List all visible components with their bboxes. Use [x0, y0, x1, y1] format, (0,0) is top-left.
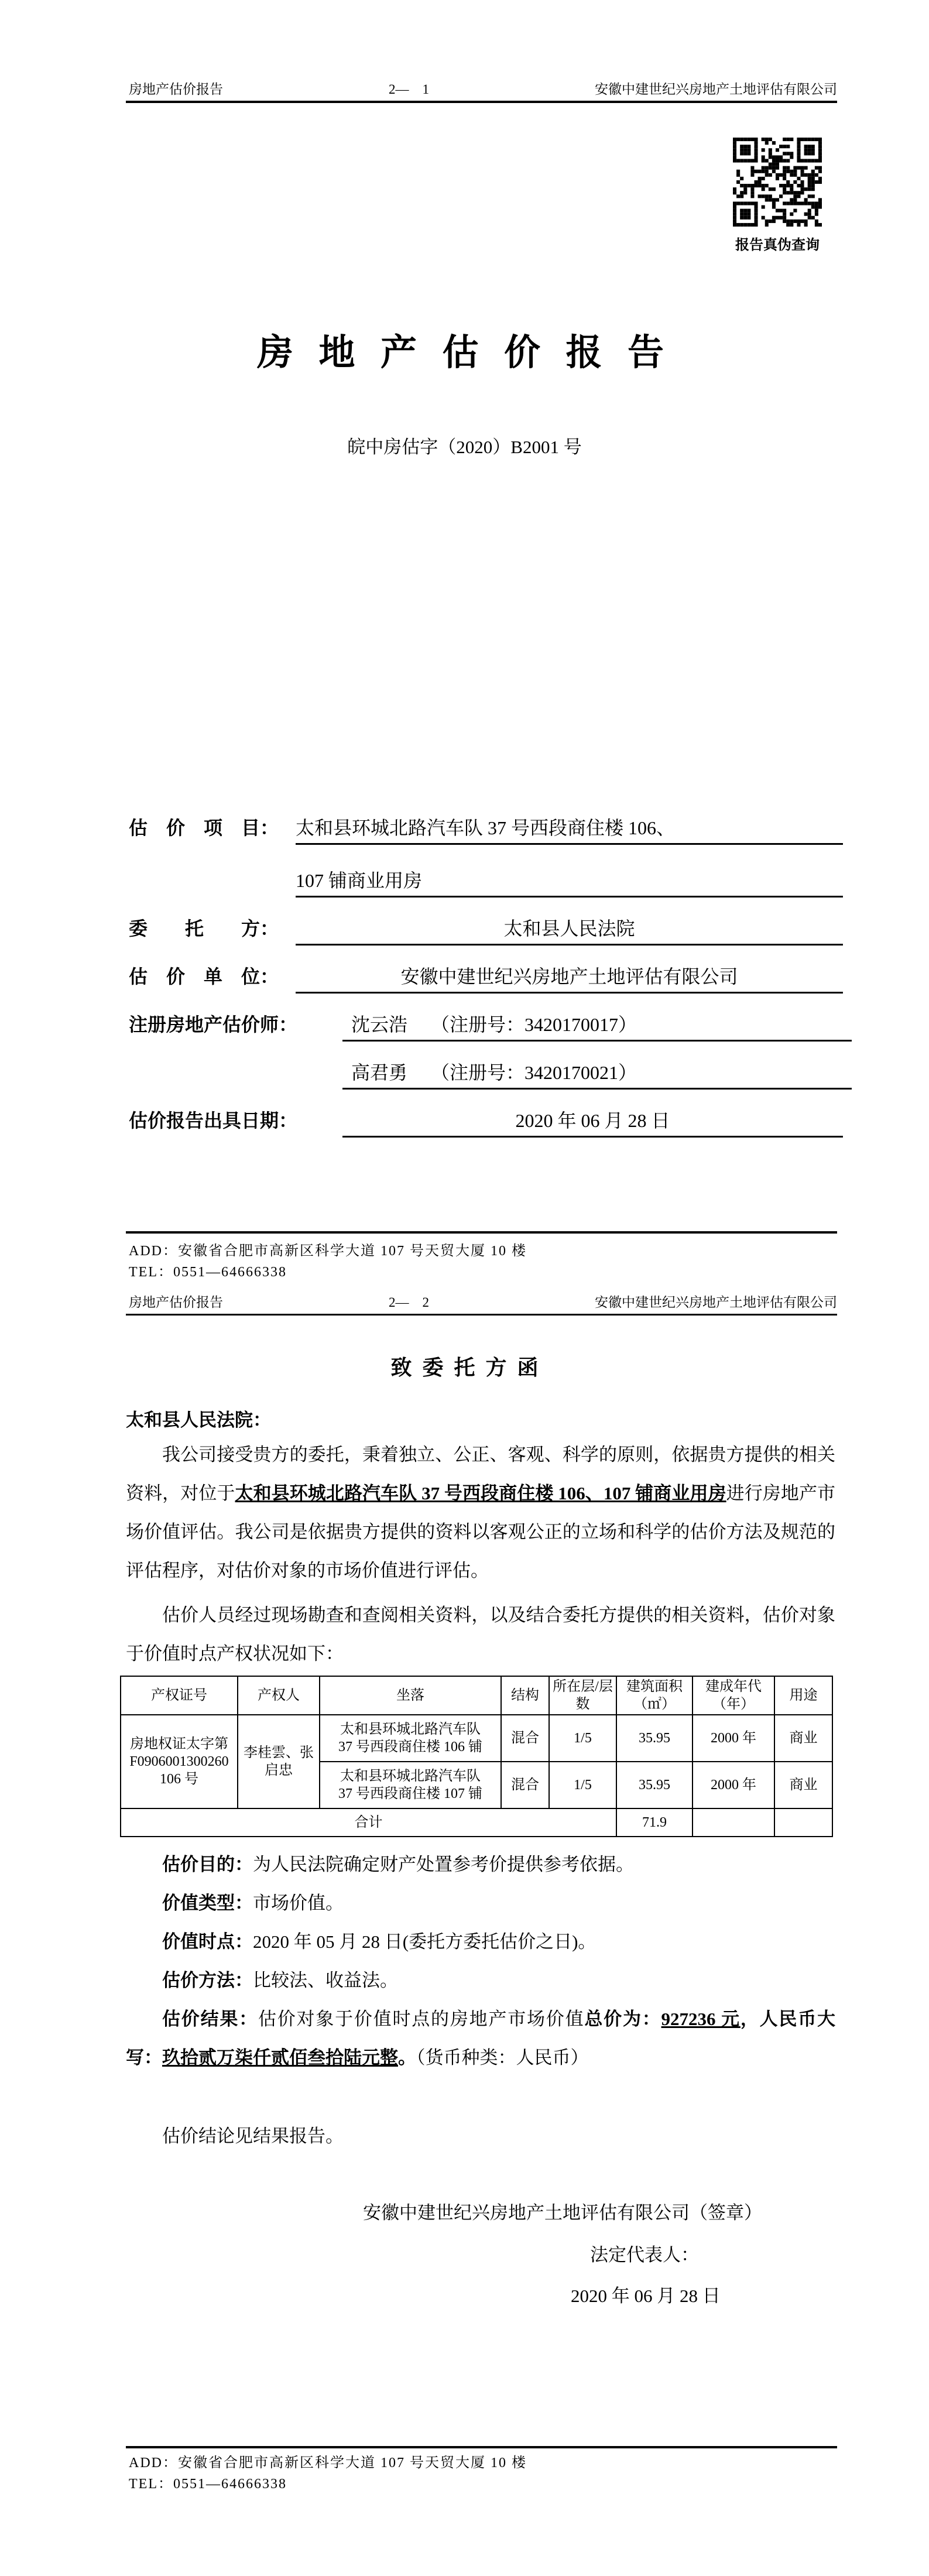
item-value-type	[126, 1884, 835, 1923]
qr-code-image	[733, 136, 822, 228]
cell-year: 2000 年	[693, 1715, 774, 1762]
field-agency-label: 估 价 单 位：	[129, 966, 279, 987]
col-cert-no: 产权证号	[121, 1676, 238, 1715]
page2-header	[129, 1294, 837, 1311]
signature-legal-rep: 法定代表人：	[590, 2245, 699, 2265]
cell-cert-no	[121, 1715, 238, 1808]
item-result-amount-caps: 玖拾贰万柒仟贰佰叁拾陆元整	[162, 2047, 398, 2068]
table-total-row	[121, 1808, 832, 1837]
item-method-value: 比较法、收益法。	[253, 1970, 398, 1991]
item-value-date-label: 价值时点：	[162, 1931, 253, 1952]
cell-use: 商业	[774, 1762, 832, 1808]
field-project-value-line2: 107 铺商业用房	[296, 865, 843, 898]
location-line2: 37 号西段商住楼 106 铺	[338, 1739, 482, 1755]
item-method-label: 估价方法：	[162, 1970, 253, 1991]
field-project-value-line1: 太和县环城北路汽车队 37 号西段商住楼 106、	[296, 813, 843, 845]
cell-total-label: 合计	[121, 1808, 616, 1837]
qr-code	[733, 136, 822, 228]
item-result-text: 估价对象于价值时点的房地产市场价值	[258, 2009, 585, 2029]
cell-area: 35.95	[616, 1762, 693, 1808]
conclusion-note: 估价结论见结果报告。	[162, 2126, 344, 2146]
property-rights-table	[120, 1676, 833, 1837]
item-result-caps-label: ，人民币大写：	[126, 2009, 836, 2068]
footer-tel: TEL：0551—64666338	[129, 1265, 287, 1280]
cell-owner: 李桂雲、张启忠	[238, 1715, 320, 1808]
field-appraiser2-value: 高君勇 （注册号：3420170021）	[342, 1057, 852, 1090]
field-appraiser-label: 注册房地产估价师：	[129, 1014, 298, 1035]
location-line1: 太和县环城北路汽车队	[340, 1769, 481, 1784]
field-appraiser1-value: 沈云浩 （注册号：3420170017）	[342, 1009, 852, 1042]
signature-date: 2020 年 06 月 28 日	[571, 2286, 721, 2306]
cell-structure: 混合	[501, 1715, 549, 1762]
col-floor: 所在层/层数	[549, 1676, 616, 1715]
cell-total-area: 71.9	[616, 1808, 693, 1837]
paragraph-2: 估价人员经过现场勘查和查阅相关资料，以及结合委托方提供的相关资料，估价对象于价值时点产权状况如下：	[126, 1605, 835, 1664]
cell-structure: 混合	[501, 1762, 549, 1808]
cell-empty	[774, 1808, 832, 1837]
location-line1: 太和县环城北路汽车队	[340, 1722, 481, 1737]
col-owner: 产权人	[238, 1676, 320, 1715]
col-year: 建成年代（年）	[693, 1676, 774, 1715]
header-doc-title: 房地产估价报告	[129, 1295, 223, 1310]
item-result-currency: （货币种类：人民币）	[416, 2047, 589, 2068]
col-structure: 结构	[501, 1676, 549, 1715]
qr-caption: 报告真伪查询	[735, 238, 820, 253]
cell-year: 2000 年	[693, 1762, 774, 1808]
footer-address: ADD：安徽省合肥市高新区科学大道 107 号天贸大厦 10 楼	[129, 2455, 527, 2471]
header-company-name: 安徽中建世纪兴房地产土地评估有限公司	[595, 82, 837, 97]
header-doc-title: 房地产估价报告	[129, 82, 223, 97]
footer-address: ADD：安徽省合肥市高新区科学大道 107 号天贸大厦 10 楼	[129, 1244, 527, 1259]
col-location: 坐落	[320, 1676, 501, 1715]
item-method	[126, 1961, 835, 2000]
item-value-type-value: 市场价值。	[253, 1893, 344, 1913]
field-client-value: 太和县人民法院	[296, 913, 843, 946]
cert-line1: 房地权证太字第	[130, 1736, 228, 1752]
report-title: 房 地 产 估 价 报 告	[256, 333, 672, 373]
header-page-number: 2— 1	[389, 82, 429, 97]
item-result-label: 估价结果：	[162, 2009, 258, 2029]
cert-line2: F0906001300260	[129, 1754, 229, 1769]
cell-floor: 1/5	[549, 1715, 616, 1762]
item-purpose	[126, 1845, 835, 1884]
paragraph-1	[126, 1436, 835, 1590]
doc-number: 皖中房估字（2020）B2001 号	[347, 437, 582, 457]
header-company-name: 安徽中建世纪兴房地产土地评估有限公司	[595, 1295, 837, 1310]
item-value-date	[126, 1923, 835, 1961]
item-value-date-value: 2020 年 05 月 28 日(委托方委托估价之日)。	[253, 1931, 597, 1952]
header-rule	[126, 1314, 837, 1316]
field-project-label: 估 价 项 目：	[129, 817, 279, 838]
header-rule	[126, 101, 837, 103]
table-row	[121, 1715, 832, 1762]
cell-location	[320, 1715, 501, 1762]
salutation: 太和县人民法院：	[126, 1410, 271, 1430]
cell-floor: 1/5	[549, 1762, 616, 1808]
item-result	[126, 2000, 835, 2077]
page1-header	[129, 81, 837, 98]
field-agency-value: 安徽中建世纪兴房地产土地评估有限公司	[296, 961, 843, 994]
field-date-label: 估价报告出具日期：	[129, 1110, 298, 1131]
cell-use: 商业	[774, 1715, 832, 1762]
item-purpose-label: 估价目的：	[162, 1854, 253, 1875]
header-page-number: 2— 2	[389, 1295, 429, 1310]
col-use: 用途	[774, 1676, 832, 1715]
field-client-label: 委 托 方：	[129, 918, 279, 939]
item-result-period: 。	[398, 2047, 416, 2068]
footer-rule	[126, 2446, 837, 2448]
col-area: 建筑面积（㎡）	[616, 1676, 693, 1715]
paragraph-1-text: 我公司接受贵方的委托，秉着独立、公正、客观、科学的原则，依据贵方提供的相关资料，对位于	[126, 1444, 835, 1503]
paragraph-1-property-name: 太和县环城北路汽车队 37 号西段商住楼 106、107 铺商业用房	[235, 1483, 726, 1503]
cert-line3: 106 号	[160, 1772, 198, 1787]
field-date-value: 2020 年 06 月 28 日	[342, 1105, 843, 1138]
table-header-row	[121, 1676, 832, 1715]
signature-company: 安徽中建世纪兴房地产土地评估有限公司（签章）	[363, 2202, 762, 2223]
cell-empty	[693, 1808, 774, 1837]
letter-title: 致 委 托 方 函	[390, 1356, 539, 1379]
footer-rule	[126, 1231, 837, 1234]
item-value-type-label: 价值类型：	[162, 1893, 253, 1913]
item-result-total-label: 总价为：	[584, 2009, 661, 2029]
cell-area: 35.95	[616, 1715, 693, 1762]
item-result-amount: 927236 元	[661, 2009, 741, 2029]
cell-location	[320, 1762, 501, 1808]
footer-tel: TEL：0551—64666338	[129, 2476, 287, 2492]
location-line2: 37 号西段商住楼 107 铺	[338, 1786, 482, 1801]
paragraph-1-text-end: 进行房地产市场价值评估。我公司是依据贵方提供的资料以客观公正的立场和科学的估价方法及规范的评估程序，对估价对象的市场价值进行评估。	[126, 1483, 836, 1581]
item-purpose-value: 为人民法院确定财产处置参考价提供参考依据。	[253, 1854, 634, 1875]
